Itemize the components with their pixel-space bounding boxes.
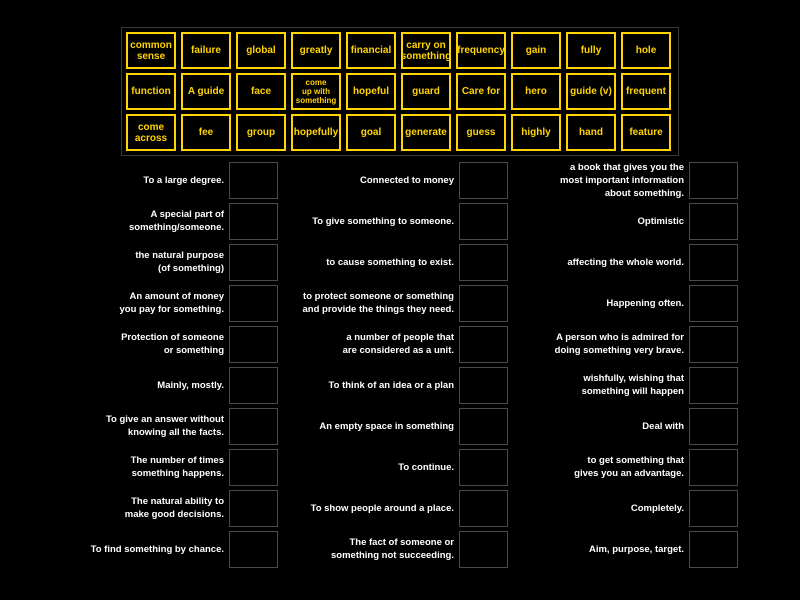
- word-tile[interactable]: feature: [621, 114, 671, 151]
- clue-text: [49, 411, 224, 441]
- word-tile[interactable]: frequency: [456, 32, 506, 69]
- word-tile[interactable]: fully: [566, 32, 616, 69]
- answer-drop-box[interactable]: [459, 408, 508, 445]
- answer-drop-box[interactable]: [229, 531, 278, 568]
- word-tile[interactable]: generate: [401, 114, 451, 151]
- clue-text: [509, 534, 684, 564]
- clue-label: to protect someone or something and provide the things they need.: [302, 291, 454, 315]
- clue-text: [509, 161, 684, 199]
- clue-text: [279, 411, 454, 441]
- clue-label: to cause something to exist.: [326, 256, 454, 268]
- answer-drop-box[interactable]: [689, 367, 738, 404]
- clue-text: [49, 370, 224, 400]
- clue-label: Aim, purpose, target.: [588, 543, 684, 555]
- clue-label: To give an answer without knowing all the facts.: [105, 414, 224, 438]
- word-tile[interactable]: hopeful: [346, 73, 396, 110]
- word-tile[interactable]: face: [236, 73, 286, 110]
- word-tile[interactable]: hole: [621, 32, 671, 69]
- answer-drop-box[interactable]: [229, 162, 278, 199]
- clue-text: [49, 206, 224, 236]
- answer-drop-box[interactable]: [459, 326, 508, 363]
- answer-drop-box[interactable]: [229, 367, 278, 404]
- clue-text: [49, 329, 224, 359]
- answer-drop-box[interactable]: [689, 408, 738, 445]
- clue-label: wishfully, wishing that something will happen: [581, 373, 684, 397]
- word-tile[interactable]: global: [236, 32, 286, 69]
- clue-text: [279, 288, 454, 318]
- clue-text: [509, 247, 684, 277]
- clue-text: [509, 370, 684, 400]
- clue-label: To give something to someone.: [312, 215, 454, 227]
- word-tile[interactable]: frequent: [621, 73, 671, 110]
- answer-drop-box[interactable]: [459, 244, 508, 281]
- word-tile[interactable]: gain: [511, 32, 561, 69]
- clue-text: [509, 288, 684, 318]
- clue-label: A special part of something/someone.: [128, 209, 224, 233]
- word-tile[interactable]: hopefully: [291, 114, 341, 151]
- answer-drop-box[interactable]: [229, 285, 278, 322]
- clue-text: [49, 288, 224, 318]
- answer-drop-box[interactable]: [689, 449, 738, 486]
- clue-text: [509, 452, 684, 482]
- clue-text: [279, 206, 454, 236]
- word-tile[interactable]: function: [126, 73, 176, 110]
- clue-label: a number of people that are considered as a unit.: [342, 332, 454, 356]
- clue-text: [279, 247, 454, 277]
- answer-drop-box[interactable]: [459, 490, 508, 527]
- word-tile[interactable]: A guide: [181, 73, 231, 110]
- clue-label: A person who is admired for doing something very brave.: [554, 332, 684, 356]
- clue-text: [49, 452, 224, 482]
- clue-label: The fact of someone or something not succeeding.: [331, 537, 454, 561]
- answer-drop-box[interactable]: [229, 490, 278, 527]
- clue-label: Connected to money: [360, 174, 454, 186]
- answer-drop-box[interactable]: [689, 326, 738, 363]
- clue-label: Protection of someone or something: [121, 332, 224, 356]
- clue-label: Completely.: [630, 502, 684, 514]
- clue-label: An amount of money you pay for something.: [119, 291, 224, 315]
- word-tile[interactable]: highly: [511, 114, 561, 151]
- word-bank: [121, 27, 679, 156]
- clue-label: Optimistic: [637, 215, 684, 227]
- clue-text: [49, 247, 224, 277]
- clue-text: [279, 329, 454, 359]
- word-tile[interactable]: group: [236, 114, 286, 151]
- clue-text: [509, 493, 684, 523]
- clue-text: [279, 452, 454, 482]
- clue-text: [279, 370, 454, 400]
- word-tile[interactable]: Care for: [456, 73, 506, 110]
- clue-text: [279, 165, 454, 195]
- clue-label: The number of times something happens.: [130, 455, 224, 479]
- answer-drop-box[interactable]: [459, 531, 508, 568]
- answer-drop-box[interactable]: [459, 367, 508, 404]
- clue-label: To show people around a place.: [310, 502, 454, 514]
- clue-text: [49, 493, 224, 523]
- word-tile[interactable]: goal: [346, 114, 396, 151]
- clue-label: a book that gives you the most important information about something.: [559, 161, 684, 199]
- answer-drop-box[interactable]: [689, 203, 738, 240]
- clue-text: [279, 534, 454, 564]
- answer-drop-box[interactable]: [229, 408, 278, 445]
- clue-label: The natural ability to make good decisions.: [124, 496, 224, 520]
- clue-label: to get something that gives you an advantage.: [574, 455, 684, 479]
- answer-drop-box[interactable]: [229, 203, 278, 240]
- clue-label: Mainly, mostly.: [157, 379, 224, 391]
- word-tile[interactable]: failure: [181, 32, 231, 69]
- clue-label: Happening often.: [606, 297, 684, 309]
- word-tile[interactable]: come across: [126, 114, 176, 151]
- word-tile[interactable]: hand: [566, 114, 616, 151]
- clue-text: [49, 165, 224, 195]
- answer-drop-box[interactable]: [689, 490, 738, 527]
- word-tile[interactable]: guess: [456, 114, 506, 151]
- clue-label: Deal with: [642, 420, 684, 432]
- answer-drop-box[interactable]: [689, 531, 738, 568]
- word-tile[interactable]: common sense: [126, 32, 176, 69]
- clue-label: To think of an idea or a plan: [328, 379, 454, 391]
- answer-drop-box[interactable]: [459, 162, 508, 199]
- answer-drop-box[interactable]: [459, 449, 508, 486]
- answer-drop-box[interactable]: [229, 326, 278, 363]
- answer-drop-box[interactable]: [459, 203, 508, 240]
- answer-drop-box[interactable]: [689, 244, 738, 281]
- answer-drop-box[interactable]: [459, 285, 508, 322]
- word-tile[interactable]: hero: [511, 73, 561, 110]
- clue-text: [509, 206, 684, 236]
- answer-drop-box[interactable]: [229, 449, 278, 486]
- word-tile[interactable]: financial: [346, 32, 396, 69]
- word-tile[interactable]: guide (v): [566, 73, 616, 110]
- clue-label: To continue.: [398, 461, 454, 473]
- word-tile[interactable]: come up with something: [291, 73, 341, 110]
- clue-text: [279, 493, 454, 523]
- clue-label: To a large degree.: [143, 174, 224, 186]
- clue-label: An empty space in something: [319, 420, 454, 432]
- clue-text: [509, 411, 684, 441]
- clue-label: To find something by chance.: [90, 543, 224, 555]
- word-tile[interactable]: fee: [181, 114, 231, 151]
- answer-drop-box[interactable]: [229, 244, 278, 281]
- answer-drop-box[interactable]: [689, 285, 738, 322]
- word-tile[interactable]: carry on something: [401, 32, 451, 69]
- answer-drop-box[interactable]: [689, 162, 738, 199]
- clue-label: affecting the whole world.: [567, 256, 684, 268]
- clue-text: [49, 534, 224, 564]
- word-tile[interactable]: greatly: [291, 32, 341, 69]
- clue-text: [509, 329, 684, 359]
- clue-label: the natural purpose (of something): [135, 250, 224, 274]
- word-tile[interactable]: guard: [401, 73, 451, 110]
